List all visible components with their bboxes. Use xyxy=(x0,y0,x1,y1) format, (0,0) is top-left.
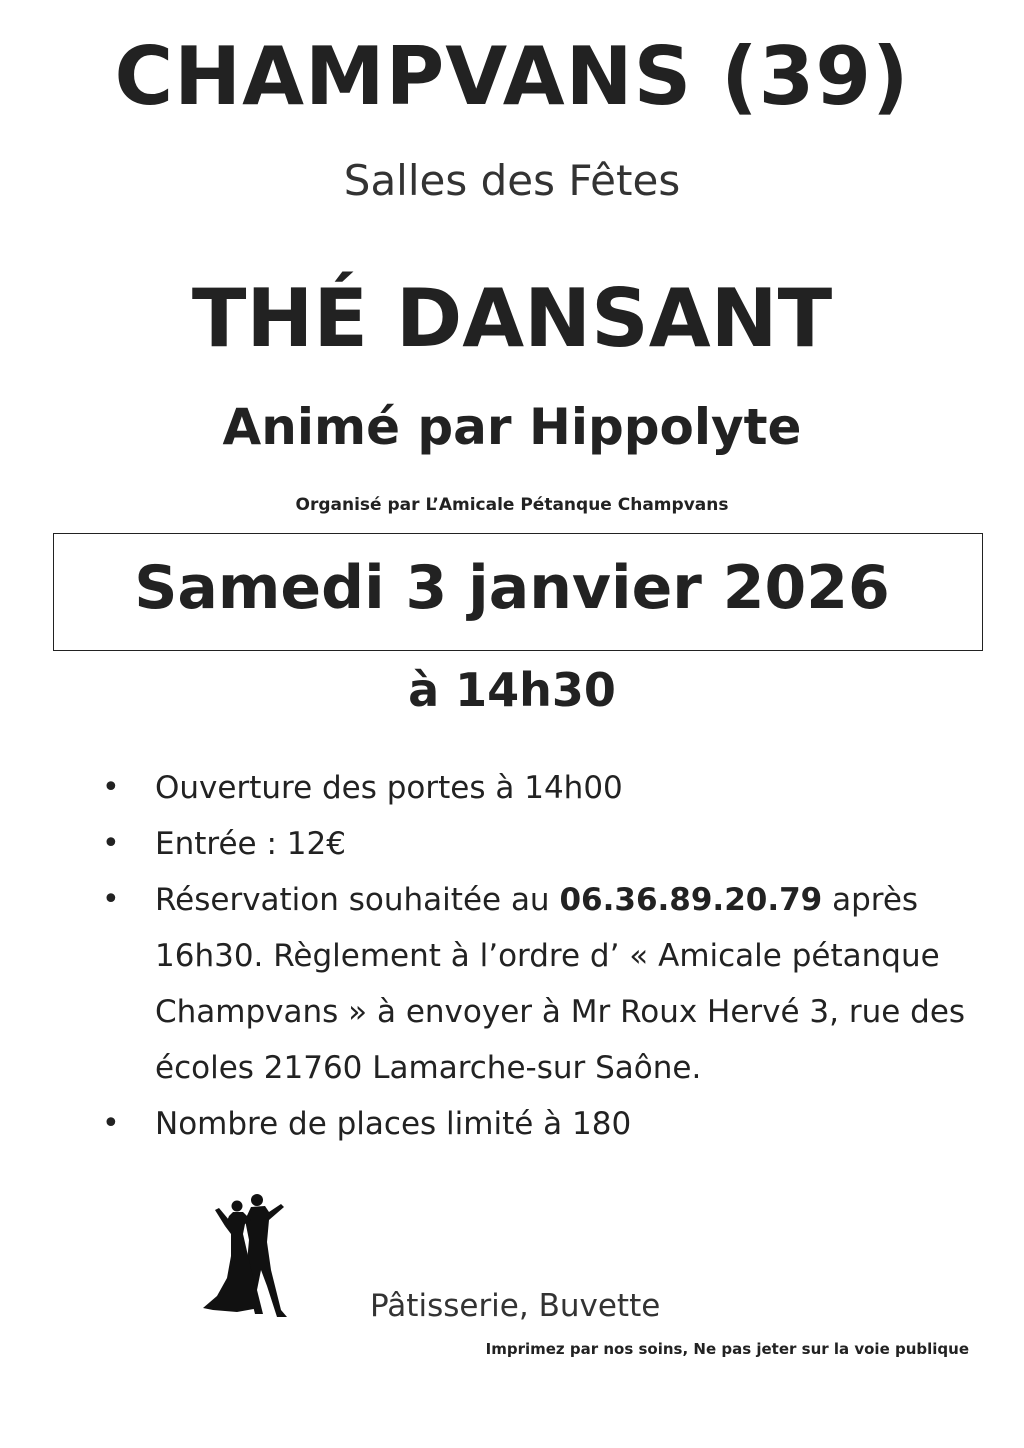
bullet: • xyxy=(102,882,120,917)
event-title: THÉ DANSANT xyxy=(191,272,833,365)
list-item-entry xyxy=(102,816,982,872)
town-title: CHAMPVANS (39) xyxy=(114,30,910,123)
event-date: Samedi 3 janvier 2026 xyxy=(134,553,890,623)
details-list xyxy=(102,760,982,1152)
list-item-reservation xyxy=(102,872,982,1096)
refreshments-text: Pâtisserie, Buvette xyxy=(370,1288,661,1324)
entry-price-text: Entrée : 12€ xyxy=(155,826,346,862)
reservation-text xyxy=(155,872,982,1096)
dancing-couple-icon xyxy=(195,1190,295,1320)
bullet: • xyxy=(102,826,120,861)
phone-number: 06.36.89.20.79 xyxy=(559,882,823,918)
list-item-places xyxy=(102,1096,982,1152)
reservation-prefix: Réservation souhaitée au xyxy=(155,882,560,918)
list-item-opening xyxy=(102,760,982,816)
bullet: • xyxy=(102,1106,120,1141)
bullet: • xyxy=(102,770,120,805)
event-host: Animé par Hippolyte xyxy=(222,398,802,456)
opening-text: Ouverture des portes à 14h00 xyxy=(155,770,623,806)
places-text: Nombre de places limité à 180 xyxy=(155,1106,632,1142)
venue-name: Salles des Fêtes xyxy=(343,156,681,205)
reservation-suffix: après 16h30. Règlement à l’ordre d’ « Amicale pétanque Champvans » à envoyer à Mr Roux Hervé 3, rue des écoles 21760 Lamarche-sur Saône. xyxy=(155,882,966,1086)
footer-note: Imprimez par nos soins, Ne pas jeter sur la voie publique xyxy=(485,1340,969,1358)
event-organizer: Organisé par L’Amicale Pétanque Champvans xyxy=(295,495,729,515)
event-time: à 14h30 xyxy=(408,663,616,717)
